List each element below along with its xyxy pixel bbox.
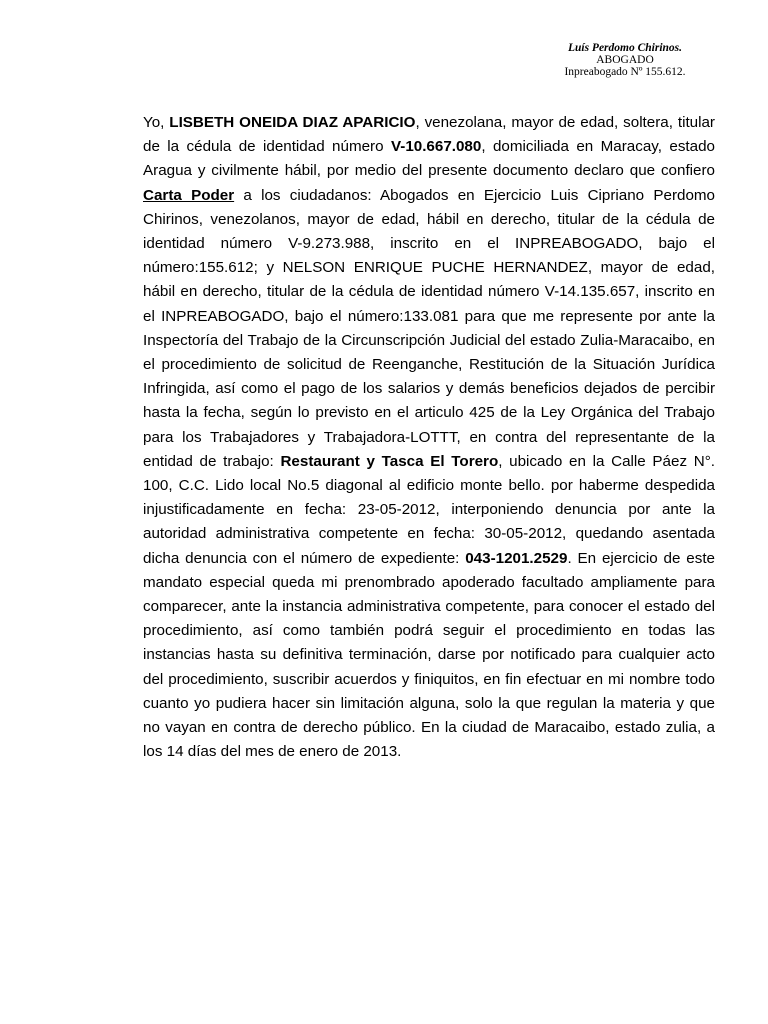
text-segment: , ubicado en la Calle Páez N°. 100, C.C. Lido local No.5 diagonal al edificio monte bello. por haberme despedida injustificadamente en fecha: 23-05-2012, interponiendo denuncia por ante la autoridad administrativa competente en fecha: 30-05-2012, quedando asentada dicha denuncia con el número de expediente:	[143, 452, 715, 567]
bar-registry: Inpreabogado Nº 155.612.	[564, 66, 686, 78]
text-segment: , venezolana, mayor de edad, soltera, titular de la cédula de identidad número	[143, 114, 715, 156]
document-type: Carta Poder	[143, 186, 235, 204]
grantor-id: V-10.667.080	[390, 138, 482, 156]
employer-name: Restaurant y Tasca El Torero	[280, 452, 499, 470]
lawyer-name: Luís Perdomo Chirinos.	[567, 42, 683, 54]
lawyer-title: ABOGADO	[596, 54, 654, 66]
grantor-name: LISBETH ONEIDA DIAZ APARICIO	[169, 114, 416, 131]
text-segment: , domiciliada en Maracay, estado Aragua y civilmente hábil, por medio del presente documento declaro que confiero	[143, 138, 715, 180]
text-segment: a los ciudadanos: Abogados en Ejercicio Luis Cipriano Perdomo Chirinos, venezolanos, mayor de edad, hábil en derecho, titular de la cédula de identidad número V-9.273.988, inscrito en el INPREABOGADO, bajo el número:155.612; y NELSON ENRIQUE PUCHE HERNANDEZ, mayor de edad, hábil en derecho, titular de la cédula de identidad número V-14.135.657, inscrito en el INPREABOGADO, bajo el número:133.081 para que me represente por ante la Inspectoría del Trabajo de la Circunscripción Judicial del estado Zulia-Maracaibo, en el procedimiento de solicitud de Reenganche, Restitución de la Situación Jurídica Infringida, así como el pago de los salarios y demás beneficios dejados de percibir hasta la fecha, según lo previsto en el articulo 425 de la Ley Orgánica del Trabajo para los Trabajadores y Trabajadora-LOTTT, en contra del representante de la entidad de trabajo:	[143, 186, 716, 470]
text-segment: . En ejercicio de este mandato especial queda mi prenombrado apoderado facultado ampliamente para comparecer, ante la instancia administrativa competente, para conocer el estado del procedimiento, así como también podrá seguir el procedimiento en todas las instancias hasta su definitiva terminación, darse por notificado para cualquier acto del procedimiento, suscribir acuerdos y finiquitos, en fin efectuar en mi nombre todo cuanto yo pudiera hacer sin limitación alguna, solo la que regulan la materia y que no vayan en contra de derecho público. En la ciudad de Maracaibo, estado zulia, a los 14 días del mes de enero de 2013.	[143, 549, 715, 761]
case-number: 043-1201.2529	[465, 549, 568, 567]
text-segment: Yo,	[143, 114, 170, 131]
power-of-attorney-text	[143, 111, 715, 764]
letterhead	[520, 42, 730, 78]
